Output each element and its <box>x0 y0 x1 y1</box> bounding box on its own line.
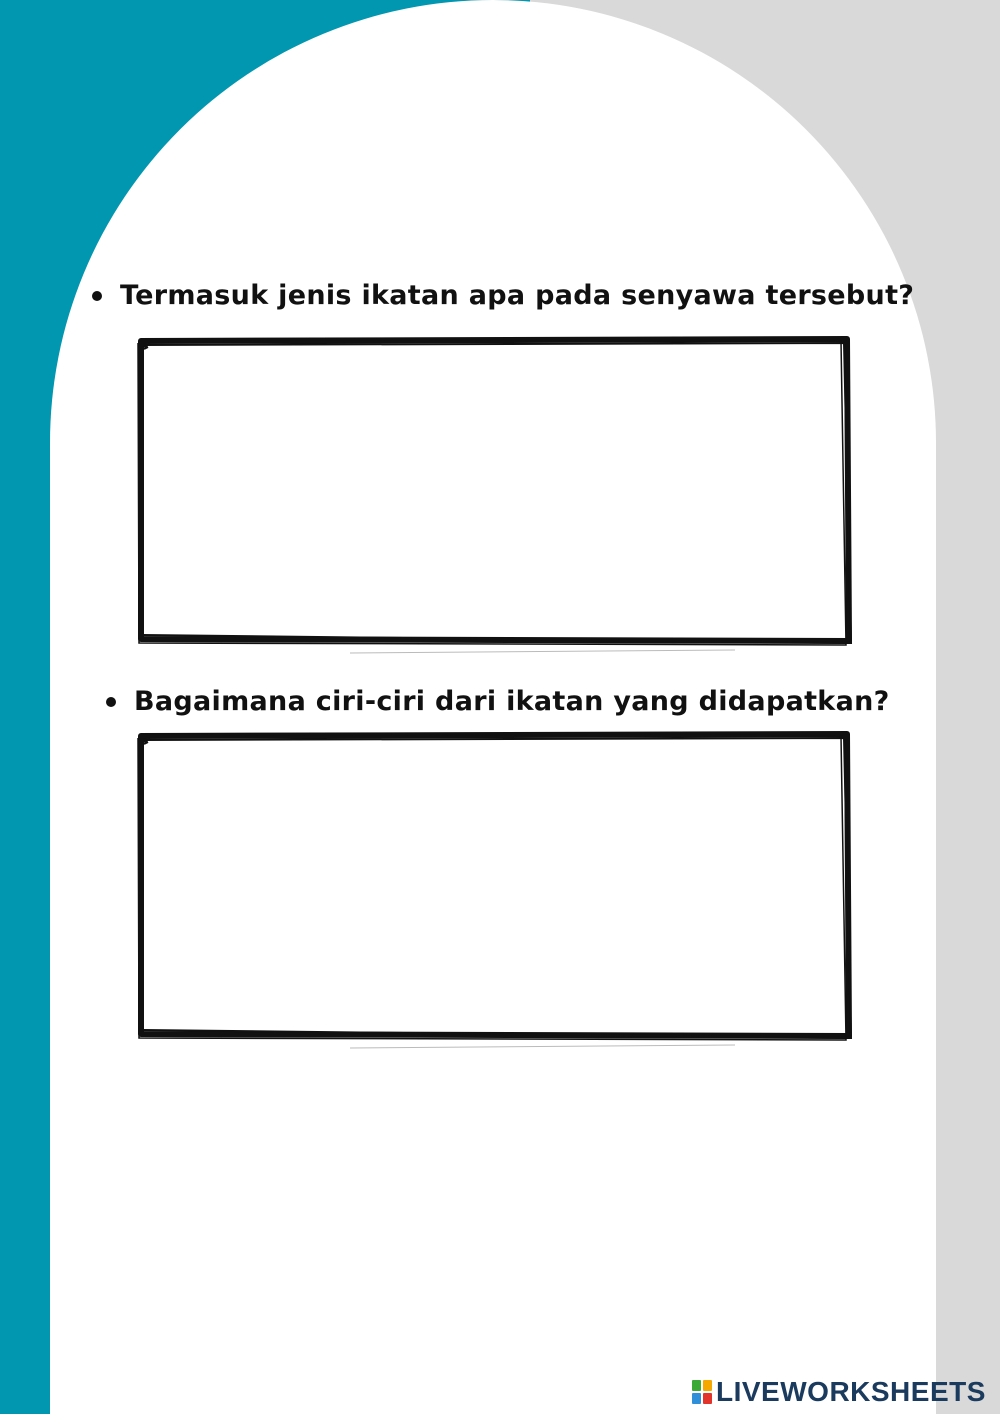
question-2-text: Bagaimana ciri-ciri dari ikatan yang didapatkan? <box>134 686 890 717</box>
sketch-frame-2 <box>135 730 851 1050</box>
logo-text: LIVEWORKSHEETS <box>716 1376 986 1407</box>
question-1 <box>92 280 914 311</box>
answer-box-2[interactable] <box>135 730 851 1050</box>
liveworksheets-logo-icon <box>692 1380 712 1404</box>
question-1-text: Termasuk jenis ikatan apa pada senyawa tersebut? <box>120 280 915 311</box>
bullet-icon <box>92 291 102 301</box>
sketch-frame-1 <box>135 335 851 653</box>
liveworksheets-logo[interactable] <box>692 1376 986 1408</box>
bullet-icon <box>106 697 116 707</box>
answer-box-1[interactable] <box>135 335 851 653</box>
question-2 <box>106 686 890 717</box>
